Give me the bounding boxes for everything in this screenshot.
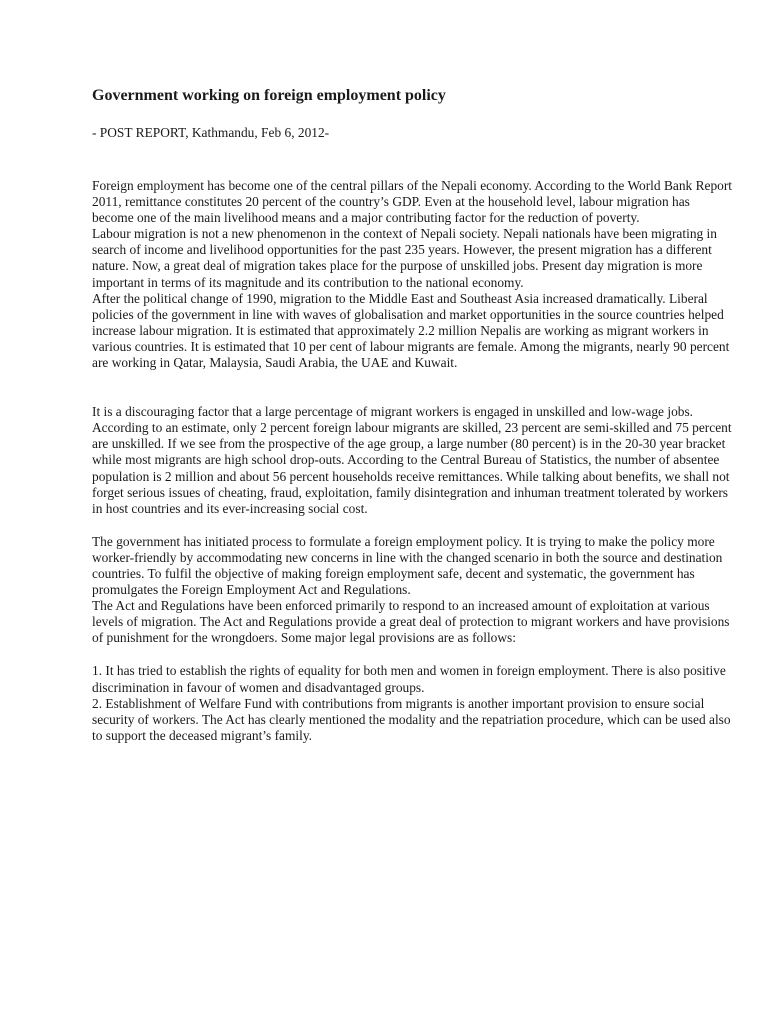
paragraph: After the political change of 1990, migration to the Middle East and Southeast Asia increased dramatically. Liberal policies of the government in line with waves of globalisation and market opportunities in the source countries helped increase labour migration. It is estimated that approximately 2.2 million Nepalis are working as migrant workers in various countries. It is estimated that 10 per cent of labour migrants are female. Among the migrants, nearly 90 percent are working in Qatar, Malaysia, Saudi Arabia, the UAE and Kuwait.	[92, 290, 730, 371]
article-title: Government working on foreign employment policy	[92, 87, 446, 104]
article-byline: - POST REPORT, Kathmandu, Feb 6, 2012-	[92, 125, 330, 140]
paragraph-spacer	[92, 646, 732, 663]
paragraph: Labour migration is not a new phenomenon in the context of Nepali society. Nepali nationals have been migrating in search of income and livelihood opportunities for the past 235 years. However, the present migration has a different nature. Now, a great deal of migration takes place for the purpose of unskilled jobs. Present day migration is more important in terms of its magnitude and its contribution to the national economy.	[92, 226, 717, 290]
paragraph: It is a discouraging factor that a large percentage of migrant workers is engaged in unskilled and low-wage jobs. According to an estimate, only 2 percent foreign labour migrants are skilled, 23 percent are semi-skilled and 75 percent are unskilled. If we see from the prospective of the age group, a large number (80 percent) is in the 20-30 year bracket while most migrants are high school drop-outs. According to the Central Bureau of Statistics, the number of absentee population is 2 million and about 56 percent households receive remittances. While talking about benefits, we shall not forget serious issues of cheating, fraud, exploitation, family disintegration and inhuman treatment tolerated by workers in host countries and its ever-increasing social cost.	[92, 404, 732, 516]
paragraph-spacer	[92, 371, 732, 404]
document-page	[92, 86, 732, 744]
paragraph: Foreign employment has become one of the central pillars of the Nepali economy. According to the World Bank Report 2011, remittance constitutes 20 percent of the country’s GDP. Even at the household level, labour migration has become one of the main livelihood means and a major contributing factor for the reduction of poverty.	[92, 178, 733, 226]
paragraph-spacer	[92, 517, 732, 534]
paragraph: The government has initiated process to formulate a foreign employment policy. It is trying to make the policy more worker-friendly by accommodating new concerns in line with the changed scenario in both the source and destination countries. To fulfil the objective of making foreign employment safe, decent and systematic, the government has promulgates the Foreign Employment Act and Regulations.	[92, 533, 723, 598]
article-body	[92, 178, 732, 744]
list-item: 1. It has tried to establish the rights of equality for both men and women in foreign employment. There is also positive discrimination in favour of women and disadvantaged groups.	[92, 663, 726, 695]
list-item: 2. Establishment of Welfare Fund with contributions from migrants is another important provision to ensure social security of workers. The Act has clearly mentioned the modality and the repatriation procedure, which can be used also to support the deceased migrant’s family.	[92, 695, 731, 743]
paragraph: The Act and Regulations have been enforced primarily to respond to an increased amount of exploitation at various levels of migration. The Act and Regulations provide a great deal of protection to migrant workers and have provisions of punishment for the wrongdoers. Some major legal provisions are as follows:	[92, 598, 730, 646]
